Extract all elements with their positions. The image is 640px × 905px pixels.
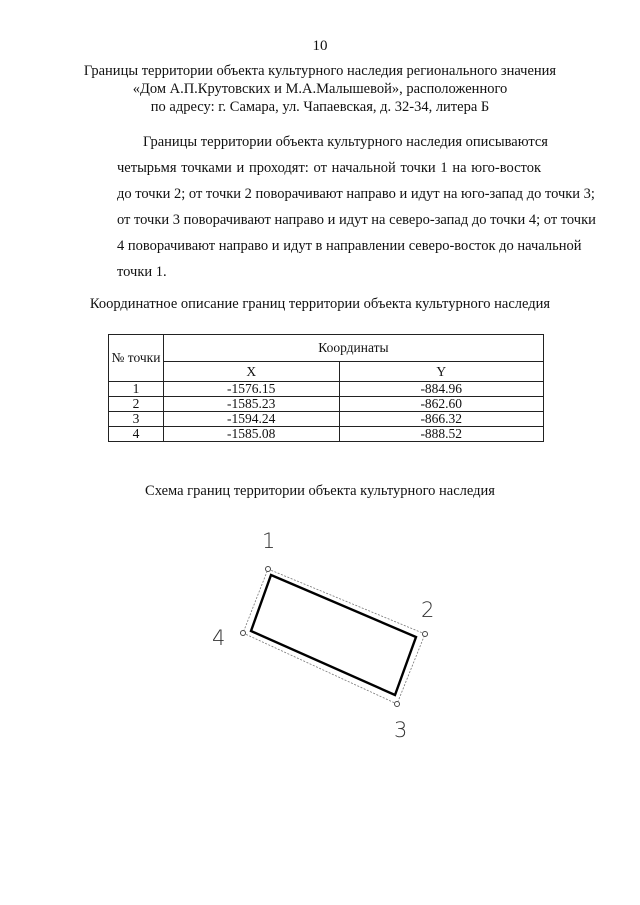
y-cell: -866.32 [339,412,544,427]
point-label-3: 3 [394,718,408,742]
description-line-6: точки 1. [117,264,167,280]
y-cell: -884.96 [339,382,544,397]
y-cell: -888.52 [339,427,544,442]
point-marker-4 [241,631,246,636]
title-line-3: по адресу: г. Самара, ул. Чапаевская, д. 32-34, литера Б [150,99,490,115]
title-line-2: «Дом А.П.Крутовских и М.А.Малышевой», расположенного [132,81,508,97]
point-cell: 3 [109,412,164,427]
y-cell: -862.60 [339,397,544,412]
description-line-3: до точки 2; от точки 2 поворачивают направо и идут на юго-запад до точки 3; [117,186,595,202]
x-header: X [163,362,339,382]
point-marker-2 [423,632,428,637]
description-line-1: Границы территории объекта культурного наследия описываются [143,134,548,150]
point-label-1: 1 [262,529,276,553]
point-marker-3 [395,702,400,707]
x-cell: -1576.15 [163,382,339,397]
description-line-2: четырьмя точками и проходят: от начальной точки 1 на юго-восток [117,160,541,176]
scheme-caption: Схема границ территории объекта культурного наследия [145,483,495,499]
x-cell: -1585.23 [163,397,339,412]
title-line-1: Границы территории объекта культурного наследия регионального значения [83,63,557,79]
point-cell: 4 [109,427,164,442]
x-cell: -1585.08 [163,427,339,442]
y-header: Y [339,362,544,382]
description-line-5: 4 поворачивают направо и идут в направлении северо-восток до начальной [117,238,582,254]
territory-boundary [243,569,425,704]
table-caption: Координатное описание границ территории объекта культурного наследия [89,296,551,312]
point-label-4: 4 [212,626,226,650]
point-cell: 2 [109,397,164,412]
point-marker-1 [266,567,271,572]
x-cell: -1594.24 [163,412,339,427]
coordinates-header: Координаты [163,335,543,362]
description-line-4: от точки 3 поворачивают направо и идут на северо-запад до точки 4; от точки [117,212,596,228]
building-outline [251,575,416,695]
point-label-2: 2 [421,598,435,622]
point-number-header: № точки [109,335,164,382]
page-number: 10 [312,38,328,54]
point-cell: 1 [109,382,164,397]
